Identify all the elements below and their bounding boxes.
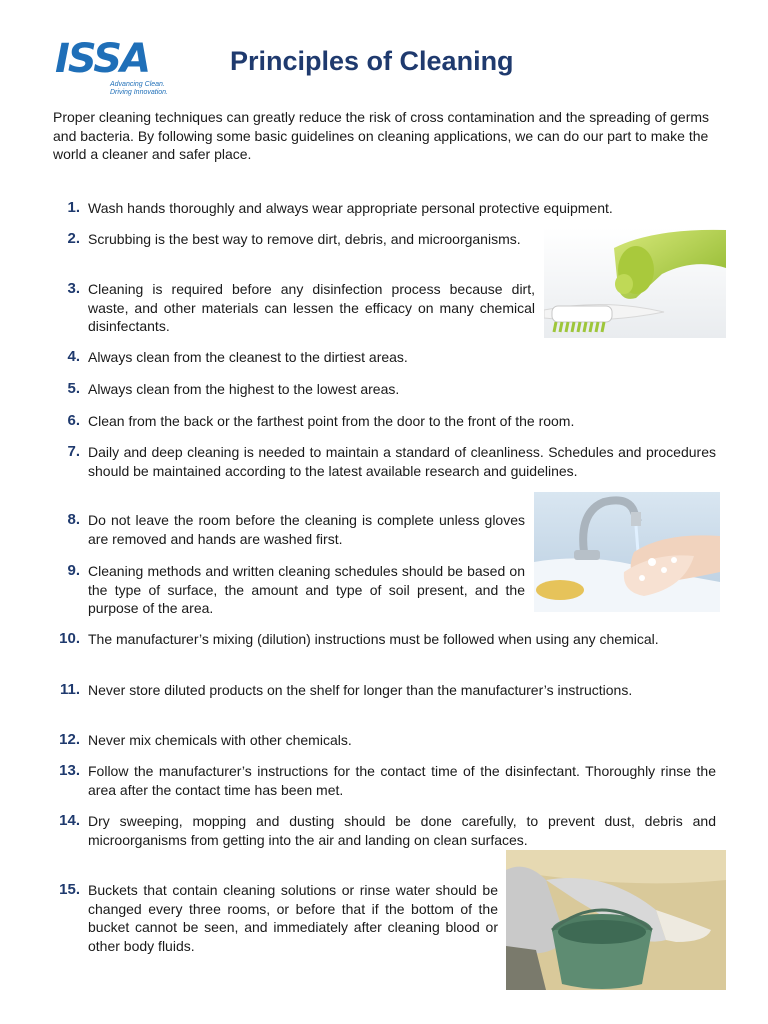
item-text: The manufacturer’s mixing (dilution) instructions must be followed when using any chemical. <box>88 631 659 647</box>
item-text: Clean from the back or the farthest point from the door to the front of the room. <box>88 413 575 429</box>
item-text: Daily and deep cleaning is needed to maintain a standard of cleanliness. Schedules and procedures should be maintained according to the latest available research and guidelines. <box>88 444 716 479</box>
item-number: 11. <box>59 681 80 698</box>
item-text: Cleaning is required before any disinfection process because dirt, waste, and other materials can lessen the efficacy on many chemical disinfectants. <box>88 281 535 334</box>
item-number: 9. <box>67 562 80 579</box>
item-text: Never store diluted products on the shelf for longer than the manufacturer’s instructions. <box>88 682 633 698</box>
item-number: 7. <box>67 443 80 460</box>
item-number: 14. <box>59 812 80 829</box>
item-text: Follow the manufacturer’s instructions for the contact time of the disinfectant. Thoroughly rinse the area after the contact time has been met. <box>88 763 716 798</box>
scrub-brush-photo <box>544 228 726 338</box>
issa-logo <box>54 38 174 98</box>
item-text: Dry sweeping, mopping and dusting should be done carefully, to prevent dust, debris and microorganisms from getting into the air and landing on clean surfaces. <box>88 813 716 848</box>
item-text: Scrubbing is the best way to remove dirt, debris, and microorganisms. <box>88 231 521 247</box>
page-title: Principles of Cleaning <box>230 46 514 76</box>
handwashing-photo <box>534 492 720 612</box>
item-number: 6. <box>67 412 80 429</box>
item-text: Never mix chemicals with other chemicals. <box>88 732 352 748</box>
logo-wordmark: ISSA <box>55 36 150 82</box>
item-number: 13. <box>59 762 80 779</box>
item-number: 12. <box>59 731 80 748</box>
item-number: 2. <box>67 230 80 247</box>
logo-tagline: Advancing Clean. Driving Innovation. <box>110 81 168 96</box>
item-number: 3. <box>67 280 80 297</box>
item-number: 4. <box>67 348 80 365</box>
bucket-cleaning-photo <box>506 850 726 990</box>
item-text: Always clean from the cleanest to the dirtiest areas. <box>88 349 408 365</box>
item-text: Do not leave the room before the cleaning is complete unless gloves are removed and hands are washed first. <box>88 512 525 547</box>
item-text: Wash hands thoroughly and always wear appropriate personal protective equipment. <box>88 200 613 216</box>
intro-paragraph: Proper cleaning techniques can greatly reduce the risk of cross contamination and the spreading of germs and bacteria. By following some basic guidelines on cleaning applications, we can do our part to make the world a cleaner and safer place. <box>53 109 710 162</box>
item-number: 5. <box>67 380 80 397</box>
item-text: Cleaning methods and written cleaning schedules should be based on the type of surface, the amount and type of soil present, and the purpose of the area. <box>88 563 525 616</box>
item-text: Always clean from the highest to the lowest areas. <box>88 381 400 397</box>
item-number: 15. <box>59 881 80 898</box>
item-number: 10. <box>59 630 80 647</box>
item-number: 8. <box>67 511 80 528</box>
item-number: 1. <box>67 199 80 216</box>
item-text: Buckets that contain cleaning solutions or rinse water should be changed every three rooms, or before that if the bottom of the bucket cannot be seen, and immediately after cleaning blood or other body fluids. <box>88 882 498 954</box>
